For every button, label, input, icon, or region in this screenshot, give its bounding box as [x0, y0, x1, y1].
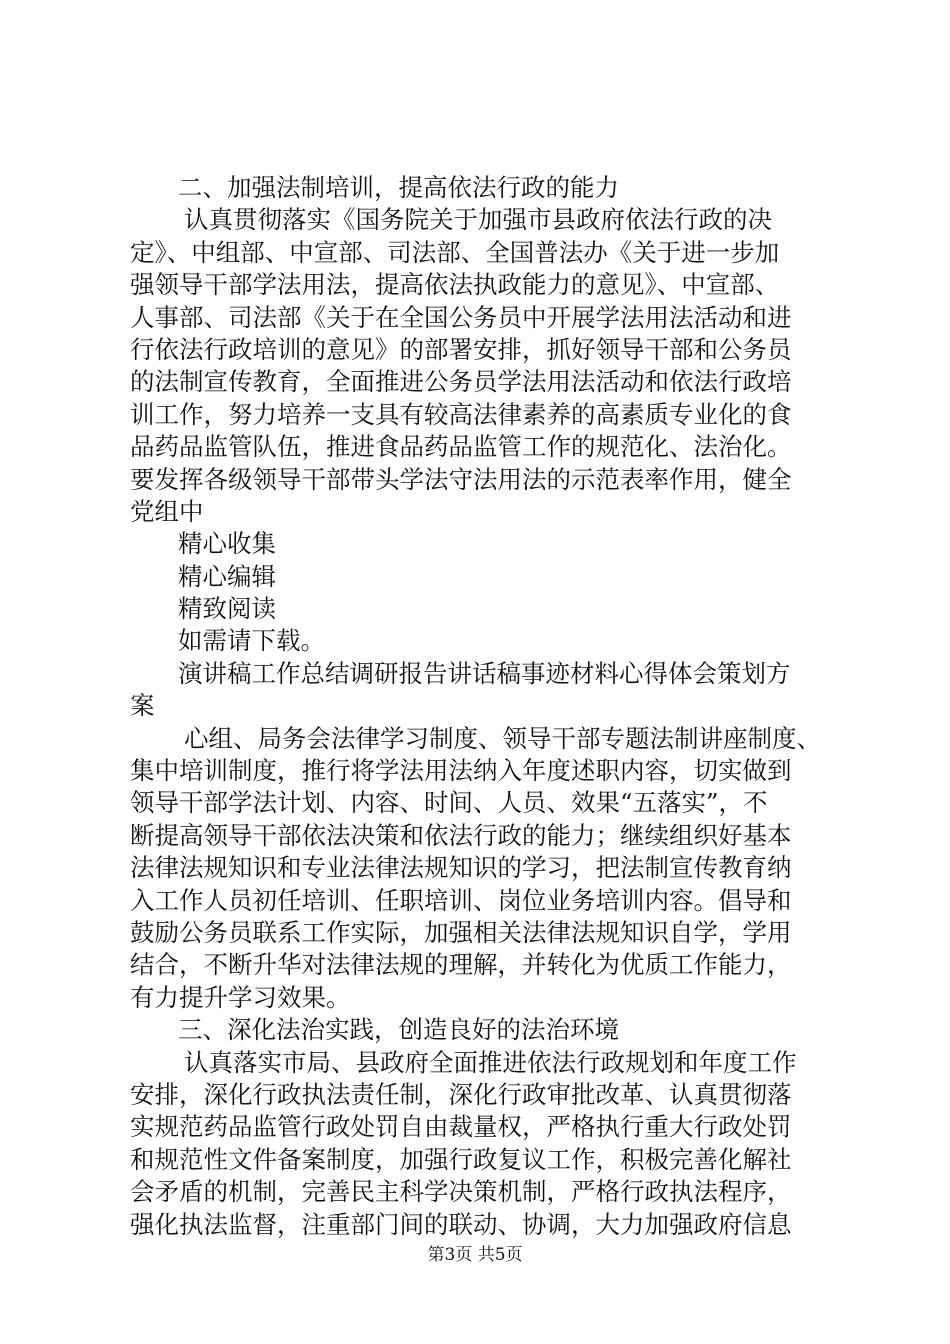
text-line: 结合，不断升华对法律法规的理解，并转化为优质工作能力，	[130, 950, 792, 980]
text-line: 精心收集	[178, 529, 276, 559]
text-line: 认真贯彻落实《国务院关于加强市县政府依法行政的决	[184, 205, 772, 235]
text-line: 演讲稿工作总结调研报告讲话稿事迹材料心得体会策划方	[178, 658, 791, 688]
document-body	[130, 172, 830, 1241]
text-line: 有力提升学习效果。	[130, 982, 351, 1012]
text-line: 认真落实市局、县政府全面推进依法行政规划和年度工作	[184, 1047, 797, 1077]
text-line: 人事部、司法部《关于在全国公务员中开展学法用法活动和进	[130, 302, 792, 332]
page-footer	[0, 1244, 950, 1266]
text-line: 心组、局务会法律学习制度、领导干部专题法制讲座制度、	[184, 723, 821, 753]
text-line: 定》、中组部、中宣部、司法部、全国普法办《关于进一步加	[130, 237, 780, 267]
text-line: 训工作，努力培养一支具有较高法律素养的高素质专业化的食	[130, 399, 792, 429]
text-line: 会矛盾的机制，完善民主科学决策机制，严格行政执法程序，	[130, 1177, 792, 1207]
text-line: 法律法规知识和专业法律法规知识的学习，把法制宣传教育纳	[130, 853, 792, 883]
text-line: 鼓励公务员联系工作实际，加强相关法律法规知识自学，学用	[130, 917, 792, 947]
text-line: 品药品监管队伍，推进食品药品监管工作的规范化、法治化。	[130, 432, 792, 462]
text-line: 集中培训制度，推行将学法用法纳入年度述职内容，切实做到	[130, 756, 792, 786]
text-line: 精心编辑	[178, 561, 276, 591]
text-line: 党组中	[130, 496, 204, 526]
text-line: 安排，深化行政执法责任制，深化行政审批改革、认真贯彻落	[130, 1079, 792, 1109]
text-line: 强领导干部学法用法，提高依法执政能力的意见》、中宣部、	[130, 270, 780, 300]
text-line: 行依法行政培训的意见》的部署安排，抓好领导干部和公务员	[130, 334, 792, 364]
page-number-label: 第3页 共5页	[427, 1245, 523, 1265]
text-line: 实规范药品监管行政处罚自由裁量权，严格执行重大行政处罚	[130, 1112, 792, 1142]
text-line: 二、加强法制培训，提高依法行政的能力	[178, 173, 619, 202]
text-line: 要发挥各级领导干部带头学法守法用法的示范表率作用，健全	[130, 464, 792, 494]
text-line: 三、深化法治实践，创造良好的法治环境	[178, 1015, 619, 1045]
text-line: 和规范性文件备案制度，加强行政复议工作，积极完善化解社	[130, 1144, 792, 1174]
text-line: 的法制宣传教育，全面推进公务员学法用法活动和依法行政培	[130, 367, 792, 397]
text-line: 领导干部学法计划、内容、时间、人员、效果“五落实”，不	[130, 788, 768, 818]
text-line: 如需请下载。	[178, 626, 325, 656]
text-line: 断提高领导干部依法决策和依法行政的能力；继续组织好基本	[130, 820, 792, 850]
text-line: 案	[130, 691, 155, 721]
text-line: 入工作人员初任培训、任职培训、岗位业务培训内容。倡导和	[130, 885, 792, 915]
text-line: 强化执法监督，注重部门间的联动、协调，大力加强政府信息	[130, 1209, 792, 1239]
text-line: 精致阅读	[178, 594, 276, 624]
